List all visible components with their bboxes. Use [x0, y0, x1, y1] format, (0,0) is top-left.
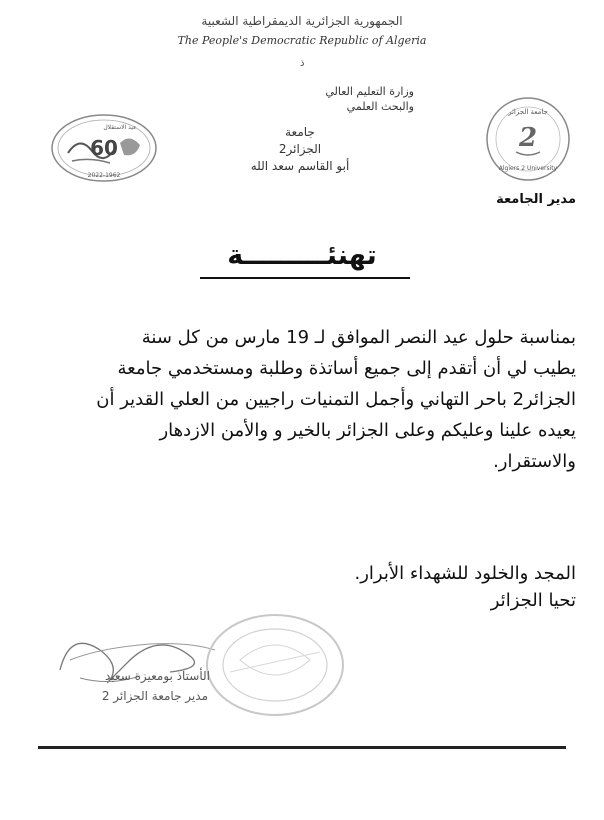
independence-anniversary-logo	[50, 113, 158, 183]
university-logo-english: Algiers 2 University	[498, 165, 558, 172]
university-logo	[480, 96, 576, 182]
body-line: الجزائر2 باحر التهاني وأجمل التمنيات راجيين من العلي القدير أن	[96, 389, 576, 410]
title-underline	[200, 277, 410, 279]
university-logo-number: 2	[518, 123, 538, 153]
official-stamp	[200, 610, 350, 720]
body-line: يعيده علينا وعليكم وعلى الجزائر بالخير و والأمن الازدهار	[159, 420, 576, 441]
signatory-name: الأستاذ بومعيزة سعيد	[105, 669, 210, 683]
logo-label: عيد الاستقلال	[103, 124, 137, 131]
body-line: بمناسبة حلول عيد النصر الموافق لـ 19 مارس من كل سنة	[141, 327, 576, 348]
university-logo-arabic: جامعة الجزائر	[508, 108, 548, 116]
message-body	[28, 322, 576, 477]
ministry-line-2: والبحث العلمي	[346, 100, 414, 113]
logo-number: 60	[90, 136, 118, 160]
closing-line-2: تحيا الجزائر	[490, 590, 576, 611]
closing-block	[28, 560, 576, 614]
header-mark: ذ	[300, 58, 305, 69]
republic-arabic: الجمهورية الجزائرية الديمقراطية الشعبية	[201, 14, 403, 28]
body-line: والاستقرار.	[493, 451, 576, 472]
director-label: مدير الجامعة	[496, 192, 576, 207]
republic-english: The People's Democratic Republic of Algeria	[177, 34, 427, 47]
university-block	[180, 124, 420, 175]
university-line-2: الجزائر2	[278, 142, 322, 156]
ministry-block	[244, 84, 414, 114]
university-line-3: أبو القاسم سعد الله	[250, 159, 350, 173]
body-line: يطيب لي أن أتقدم إلى جميع أساتذة وطلبة ومستخدمي جامعة	[117, 358, 576, 379]
ministry-line-1: وزارة التعليم العالي	[325, 85, 414, 98]
page-title: تهنئـــــــــة	[227, 240, 377, 271]
logo-years: 2022-1962	[87, 172, 121, 179]
university-line-1: جامعة	[285, 125, 315, 139]
closing-line-1: المجد والخلود للشهداء الأبرار.	[354, 563, 576, 584]
signatory-title: مدير جامعة الجزائر 2	[101, 689, 208, 703]
footer-rule	[38, 746, 566, 749]
